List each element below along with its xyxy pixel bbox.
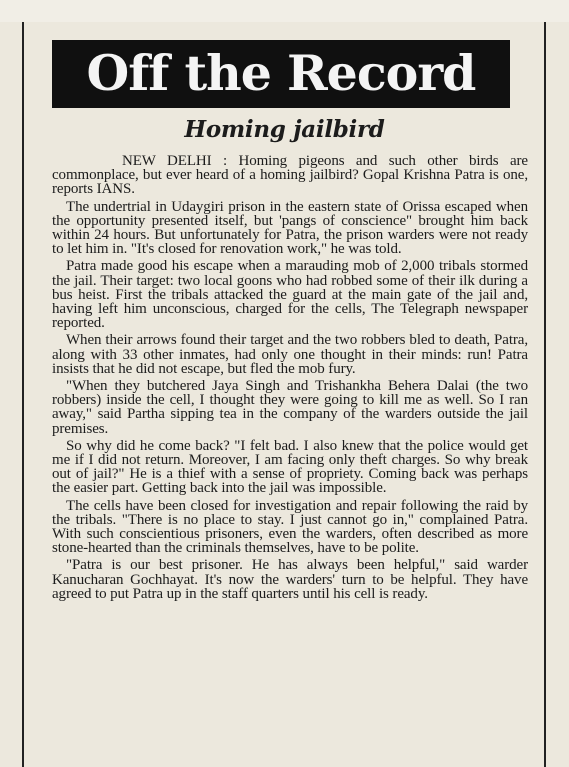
article-paragraph: Patra made good his escape when a marauding mob of 2,000 tribals stormed the jail. Their target: two local goons who had robbed some of their ilk during a bus heist. First the tribals attacked the guard at the main gate of the jail and, having left him unconscious, charged for the cells, The Telegraph newspaper reported. [52, 258, 528, 332]
article-body [52, 154, 528, 604]
section-title: Off the Record [86, 43, 476, 102]
article-paragraph: NEW DELHI : Homing pigeons and such other birds are commonplace, but ever heard of a homing jailbird? Gopal Krishna Patra is one, reports IANS. [52, 153, 528, 198]
article-paragraph: "When they butchered Jaya Singh and Trishankha Behera Dalai (the two robbers) inside the cell, I thought they were going to kill me as well. So I ran away," said Partha sipping tea in the company of the warders outside the jail premises. [52, 378, 528, 437]
article-paragraph: So why did he come back? "I felt bad. I also knew that the police would get me if I did not return. Moreover, I am facing only theft charges. So why break out of jail?" He is a thief with a sense of propriety. Coming back was perhaps the easier part. Getting back into the jail was impossible. [52, 437, 528, 497]
article-paragraph: The cells have been closed for investigation and repair following the raid by the tribals. "There is no place to stay. I just cannot go in," complained Patra. With such conscientious prisoners, even the warders, often described as more stone-hearted than the criminals themselves, have to be polite. [52, 497, 528, 557]
article-paragraph: When their arrows found their target and the two robbers bled to death, Patra, along with 33 other inmates, had only one thought in their minds: run! Patra insists that he did not escape, but fled the mob fury. [52, 332, 528, 377]
clipping-top-edge [0, 0, 569, 22]
article-paragraph: The undertrial in Udaygiri prison in the eastern state of Orissa escaped when the opportunity presented itself, but 'pangs of conscience" brought him back within 24 hours. But unfortunately for Patra, the prison warders were not ready to let him in. "It's closed for renovation work," he was told. [52, 198, 528, 258]
article-headline: Homing jailbird [184, 116, 385, 143]
article-paragraph: "Patra is our best prisoner. He has always been helpful," said warder Kanucharan Gochhayat. It's now the warders' turn to be helpful. They have agreed to put Patra up in the staff quarters until his cell is ready. [52, 557, 528, 602]
section-banner [52, 40, 510, 108]
